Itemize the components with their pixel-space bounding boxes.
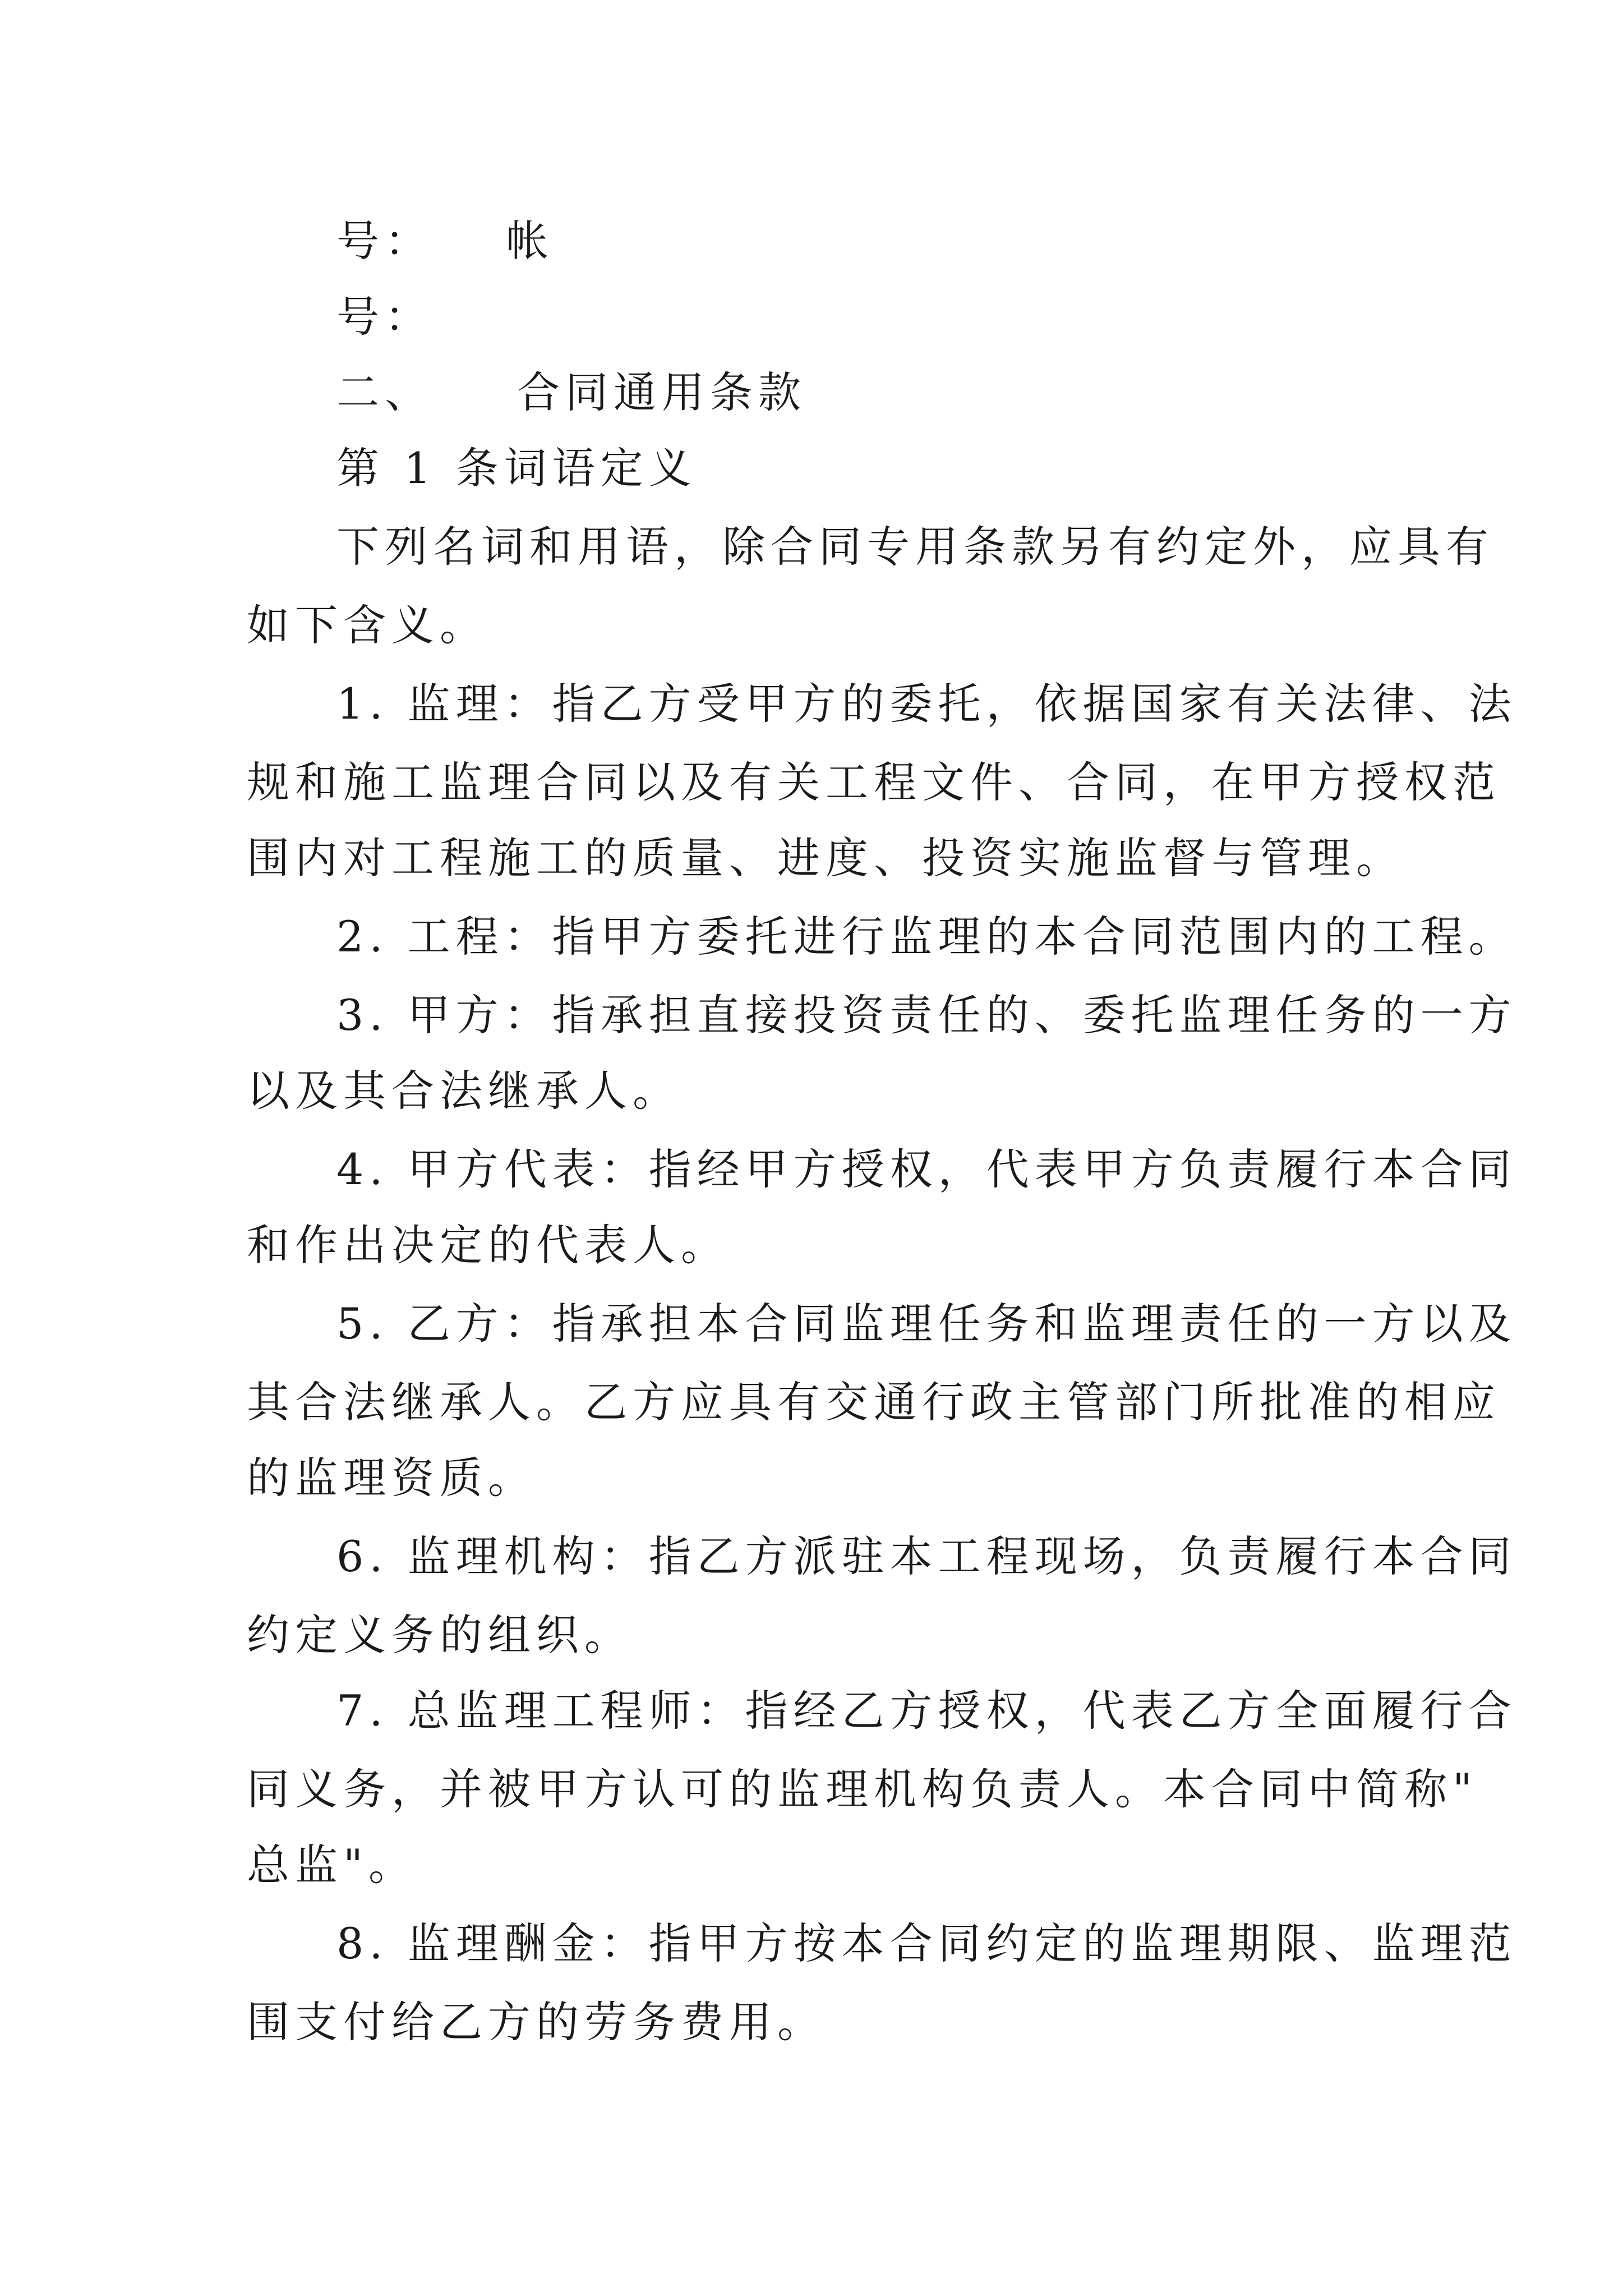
section-heading bbox=[336, 365, 1481, 421]
account-line bbox=[336, 213, 1481, 269]
definition-line: 同义务，并被甲方认可的监理机构负责人。本合同中简称" bbox=[247, 1764, 1478, 1814]
definition-line: 1. 监理：指乙方受甲方的委托，依据国家有关法律、法 bbox=[336, 679, 1517, 729]
definition-line: 4. 甲方代表：指经甲方授权，代表甲方负责履行本合同 bbox=[336, 1144, 1517, 1194]
number-label: 号： bbox=[336, 292, 433, 342]
definition-line: 7. 总监理工程师：指经乙方授权，代表乙方全面履行合 bbox=[336, 1686, 1517, 1736]
definition-line: 5. 乙方：指承担本合同监理任务和监理责任的一方以及 bbox=[336, 1299, 1517, 1349]
paragraph-line: 下列名词和用语，除合同专用条款另有约定外，应具有 bbox=[336, 522, 1494, 572]
definition-line: 其合法继承人。乙方应具有交通行政主管部门所批准的相应 bbox=[247, 1377, 1501, 1427]
account-number-label: 号： bbox=[336, 216, 433, 266]
definition-line: 约定义务的组织。 bbox=[247, 1610, 633, 1660]
definition-line: 6. 监理机构：指乙方派驻本工程现场，负责履行本合同 bbox=[336, 1531, 1517, 1581]
definition-line: 规和施工监理合同以及有关工程文件、合同，在甲方授权范 bbox=[247, 757, 1501, 807]
definition-line: 的监理资质。 bbox=[247, 1453, 536, 1503]
article-heading: 第 1 条词语定义 bbox=[336, 443, 697, 493]
definition-line: 2. 工程：指甲方委托进行监理的本合同范围内的工程。 bbox=[336, 912, 1517, 961]
account-label: 帐 bbox=[506, 216, 554, 266]
definition-line: 围内对工程施工的质量、进度、投资实施监督与管理。 bbox=[247, 833, 1404, 883]
section-title: 合同通用条款 bbox=[517, 367, 806, 417]
definition-line: 以及其合法继承人。 bbox=[247, 1066, 681, 1116]
paragraph-line: 如下含义。 bbox=[247, 600, 488, 650]
definition-line: 总监"。 bbox=[247, 1840, 417, 1890]
definition-line: 围支付给乙方的劳务费用。 bbox=[247, 1997, 826, 2047]
definition-line: 和作出决定的代表人。 bbox=[247, 1220, 729, 1270]
section-number: 二、 bbox=[336, 367, 433, 417]
definition-line: 3. 甲方：指承担直接投资责任的、委托监理任务的一方 bbox=[336, 990, 1517, 1040]
definition-line: 8. 监理酬金：指甲方按本合同约定的监理期限、监理范 bbox=[336, 1918, 1517, 1968]
